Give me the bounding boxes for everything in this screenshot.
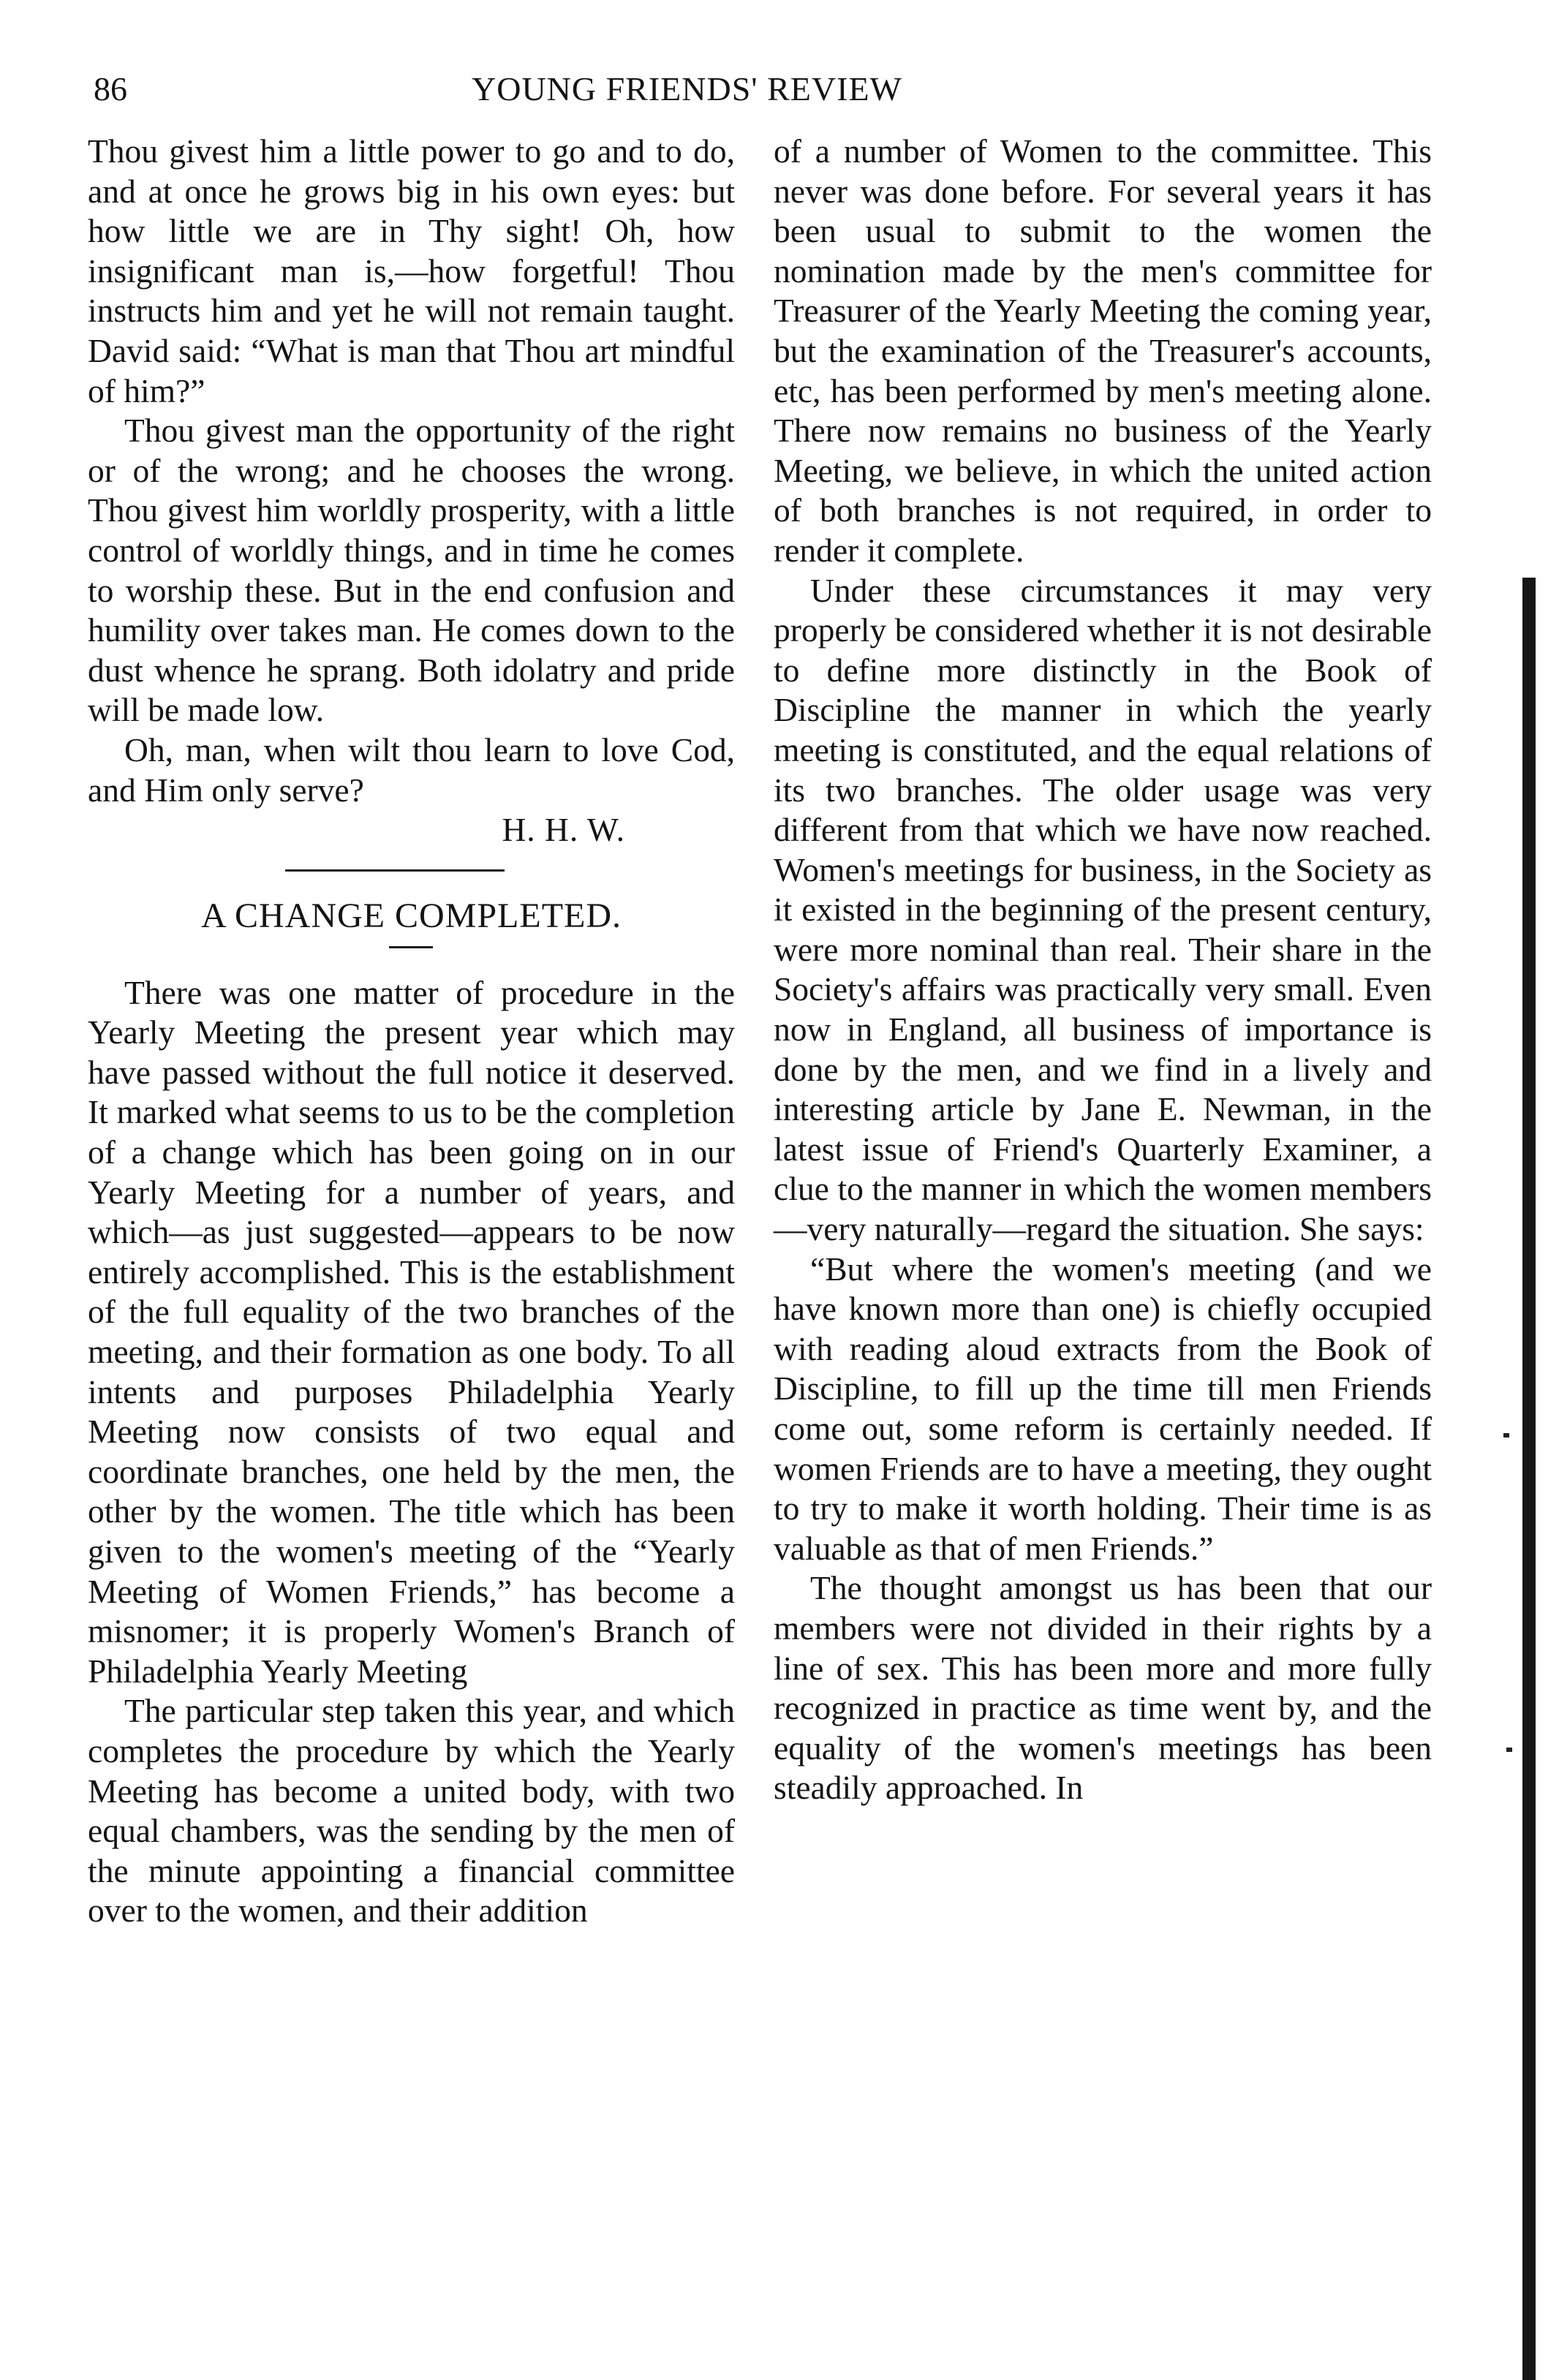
title-rule [389,946,433,948]
article-paragraph: Under these circumstances it may very properly be considered whether it is not desirable to define more distinctly in the Book of Discipline the manner in which the yearly meeting is constituted, and the equal relations of its two branches. The older usage was very different from that which we have now reached. Women's meetings for business, in the Society as it existed in the beginning of the present century, were more nominal than real. Their share in the Society's affairs was practically very small. Even now in England, all business of importance is done by the men, and we find in a lively and interesting article by Jane E. Newman, in the latest issue of Friend's Quarterly Examiner, a clue to the manner in which the women members—very naturally—regard the situation. She says: [774,571,1432,1248]
article-paragraph: The thought amongst us has been that our members were not divided in their rights by a line of sex. This has been more and more fully recognized in practice as time went by, and the equality of the women's meetings has been steadily approached. In [774,1569,1432,1807]
poem-paragraph: Oh, man, when wilt thou learn to love Cod, and Him only serve? [88,730,735,809]
poem-paragraph: Thou givest him a little power to go and to do, and at once he grows big in his own eyes: but how little we are in Thy sight! Oh, how insignificant man is,—how forgetful! Thou instructs him and yet he will not remain taught. David said: “What is man that Thou art mindful of him?” [88,132,735,409]
section-divider [285,869,505,872]
article-paragraph: The particular step taken this year, and which completes the procedure by which the Yearly Meeting has become a united body, with two equal chambers, was the sending by the men of the minute appointing a financial committee over to the women, and their addition [88,1692,735,1930]
article-title: A CHANGE COMPLETED. [200,896,622,935]
scan-edge-shadow [1522,578,1536,2380]
scan-speck [1506,1748,1512,1752]
quotation-paragraph: “But where the women's meeting (and we have known more than one) is chiefly occupied with reading aloud extracts from the Book of Discipline, to fill up the time till men Friends come out, some reform is certainly needed. If women Friends are to have a meeting, they ought to try to make it worth holding. Their time is as valuable as that of men Friends.” [774,1250,1432,1567]
journal-title: YOUNG FRIENDS' REVIEW [472,70,902,107]
page-number: 86 [94,70,127,107]
left-column [88,132,735,1931]
author-signature: H. H. W. [502,811,625,849]
right-column [774,132,1432,1808]
poem-paragraph: Thou givest man the opportunity of the right or of the wrong; and he chooses the wrong. Thou givest him worldly prosperity, with a little control of worldly things, and in time he comes to worship these. But in the end confusion and humility over takes man. He comes down to the dust whence he sprang. Both idolatry and pride will be made low. [88,412,735,729]
scan-speck [1503,1433,1509,1438]
article-paragraph: of a number of Women to the committee. This never was done before. For several years it has been usual to submit to the women the nomination made by the men's committee for Treasurer of the Yearly Meeting the coming year, but the examination of the Treasurer's accounts, etc, has been performed by men's meeting alone. There now remains no business of the Yearly Meeting, we believe, in which the united action of both branches is not required, in order to render it complete. [774,132,1432,569]
running-head [88,67,1060,111]
article-paragraph: There was one matter of procedure in the Yearly Meeting the present year which may have passed without the full notice it deserved. It marked what seems to us to be the completion of a change which has been going on in our Yearly Meeting for a number of years, and which—as just suggested—appears to be now entirely accomplished. This is the establishment of the full equality of the two branches of the meeting, and their formation as one body. To all intents and purposes Philadelphia Yearly Meeting now consists of two equal and coordinate branches, one held by the men, the other by the women. The title which has been given to the women's meeting of the “Yearly Meeting of Women Friends,” has become a misnomer; it is properly Women's Branch of Philadelphia Yearly Meeting [88,973,735,1690]
